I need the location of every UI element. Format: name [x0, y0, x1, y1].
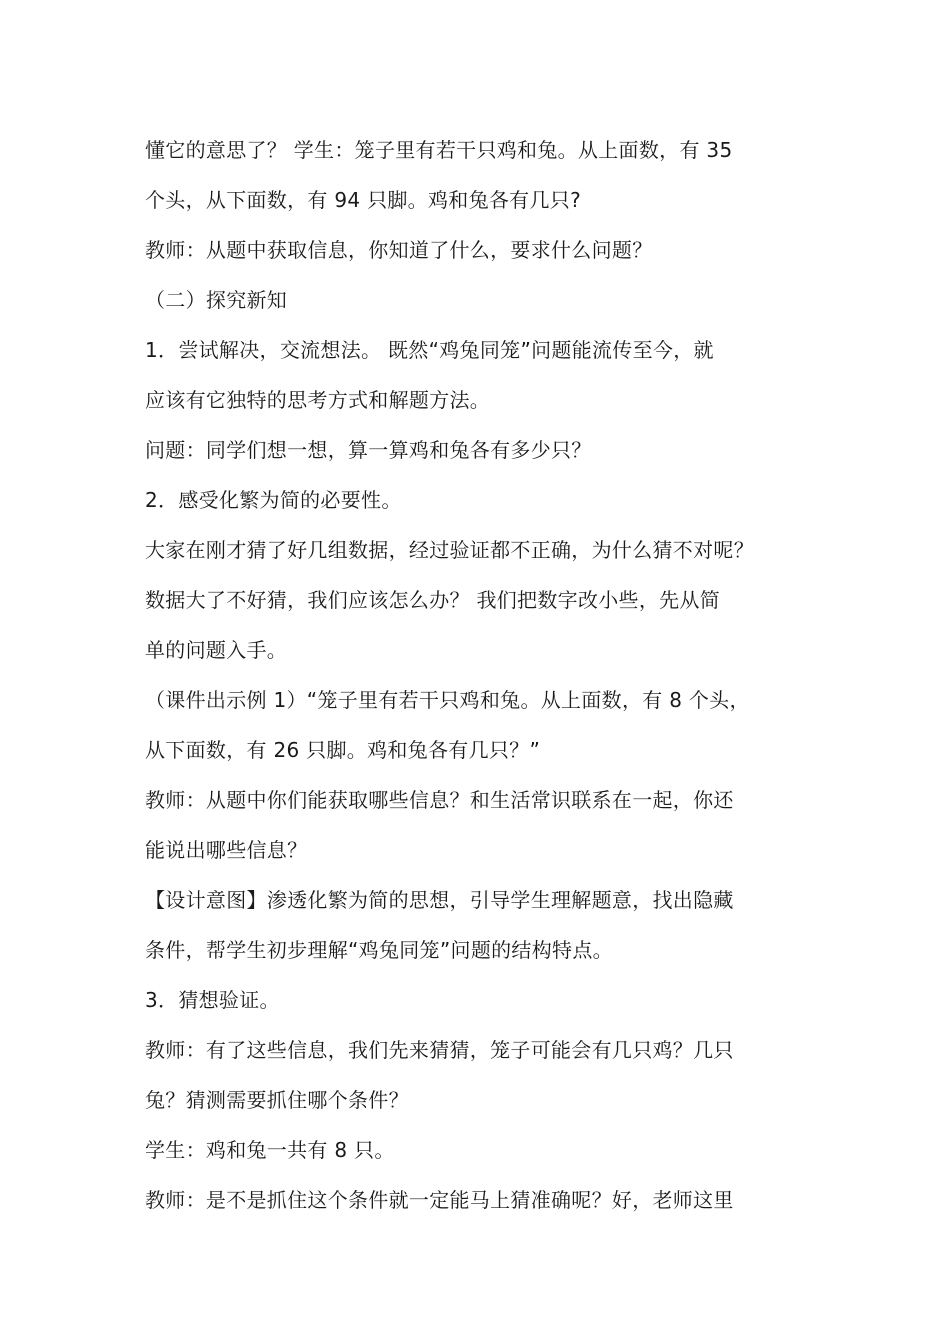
- text-line: 教师：从题中你们能获取哪些信息？和生活常识联系在一起，你还: [145, 788, 734, 812]
- text-line: 单的问题入手。: [145, 638, 288, 662]
- text-line: 兔？猜测需要抓住哪个条件？: [145, 1088, 409, 1112]
- text-line: 3．猜想验证。: [145, 988, 280, 1012]
- text-line: 学生：鸡和兔一共有 8 只。: [145, 1138, 395, 1162]
- text-line: 问题：同学们想一想，算一算鸡和兔各有多少只？: [145, 438, 592, 462]
- text-line: 懂它的意思了？ 学生：笼子里有若干只鸡和兔。从上面数，有 35: [145, 138, 733, 162]
- text-line: 教师：是不是抓住这个条件就一定能马上猜准确呢？好，老师这里: [145, 1188, 734, 1212]
- text-line: 教师：有了这些信息，我们先来猜猜，笼子可能会有几只鸡？几只: [145, 1038, 734, 1062]
- text-line: 个头，从下面数，有 94 只脚。鸡和兔各有几只?: [145, 188, 581, 212]
- text-line: 1．尝试解决，交流想法。 既然“鸡兔同笼”问题能流传至今，就: [145, 338, 714, 362]
- text-line: 【设计意图】渗透化繁为简的思想，引导学生理解题意，找出隐藏: [145, 888, 734, 912]
- text-line: （课件出示例 1）“笼子里有若干只鸡和兔。从上面数，有 8 个头，: [145, 688, 750, 712]
- text-line: 条件，帮学生初步理解“鸡兔同笼”问题的结构特点。: [145, 938, 613, 962]
- section-heading: （二）探究新知: [145, 288, 288, 312]
- text-line: 应该有它独特的思考方式和解题方法。: [145, 388, 491, 412]
- text-line: 能说出哪些信息？: [145, 838, 308, 862]
- text-line: 教师：从题中获取信息，你知道了什么，要求什么问题？: [145, 238, 653, 262]
- text-line: 大家在刚才猜了好几组数据，经过验证都不正确，为什么猜不对呢？: [145, 538, 754, 562]
- text-line: 从下面数，有 26 只脚。鸡和兔各有几只？”: [145, 738, 541, 762]
- text-line: 2．感受化繁为简的必要性。: [145, 488, 402, 512]
- text-line: 数据大了不好猜，我们应该怎么办？ 我们把数字改小些，先从简: [145, 588, 721, 612]
